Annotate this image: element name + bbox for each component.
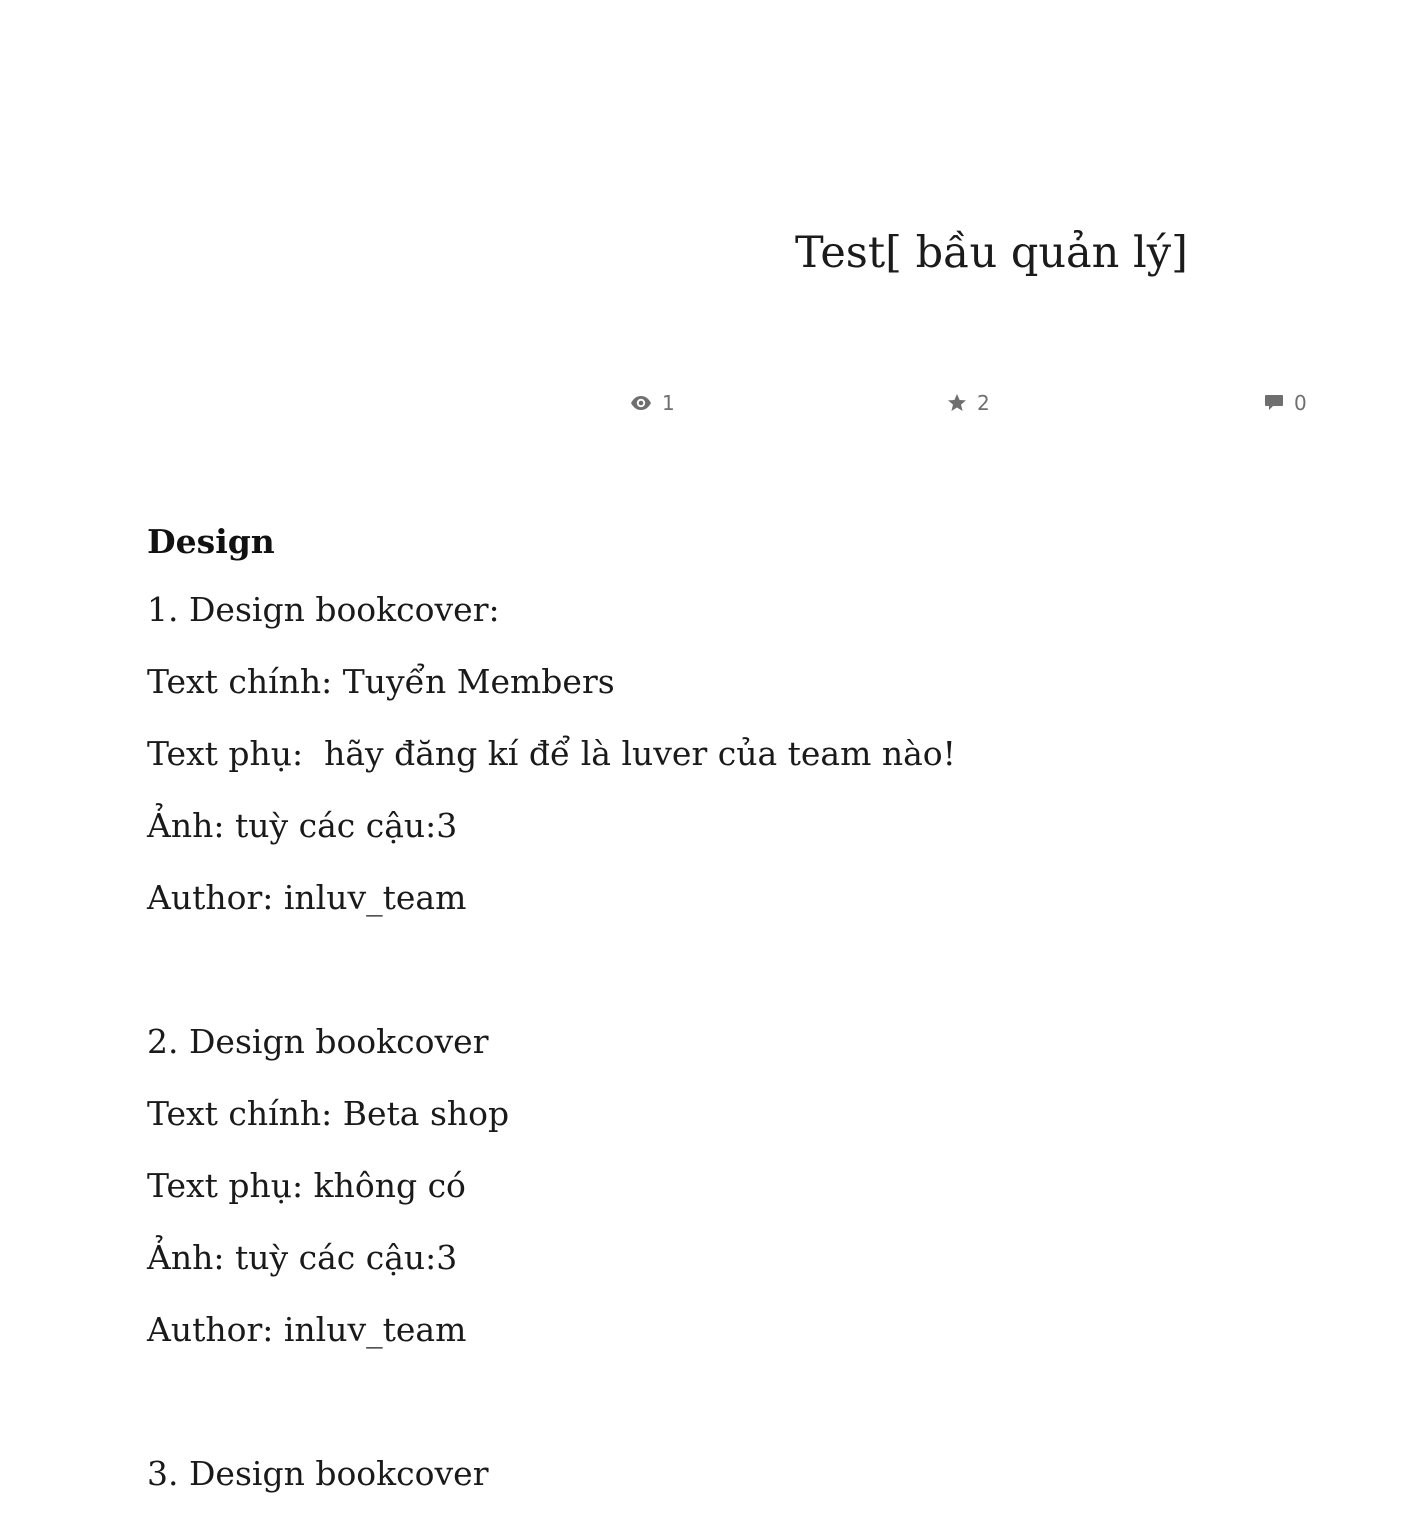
item-title: 2. Design bookcover: [147, 1022, 489, 1061]
blank-line: [147, 934, 1347, 1006]
author-line: Author: inluv_team: [147, 878, 467, 917]
comments-value: 0: [1294, 391, 1307, 415]
section-heading: Design: [147, 522, 275, 561]
story-title: Test[ bầu quản lý]: [795, 228, 1188, 278]
comments-count: [1264, 390, 1307, 416]
reads-value: 1: [662, 391, 675, 415]
image-line: Ảnh: tuỳ các cậu:3: [147, 806, 458, 845]
main-text-line: Text chính: Beta shop: [147, 1094, 510, 1133]
author-line: Author: inluv_team: [147, 1310, 467, 1349]
sub-text-line: Text phụ: hãy đăng kí để là luver của team nào!: [147, 734, 956, 773]
votes-count: [947, 390, 990, 416]
reads-count: [630, 390, 675, 416]
item-title: 3. Design bookcover: [147, 1454, 489, 1493]
story-content: [147, 510, 1347, 1510]
item-title: 1. Design bookcover:: [147, 590, 500, 629]
main-text-line: Text chính: Tuyển Members: [147, 662, 615, 701]
sub-text-line: Text phụ: không có: [147, 1166, 466, 1205]
image-line: Ảnh: tuỳ các cậu:3: [147, 1238, 458, 1277]
comment-icon: [1264, 394, 1284, 412]
votes-value: 2: [977, 391, 990, 415]
blank-line: [147, 1366, 1347, 1438]
eye-icon: [630, 395, 652, 411]
star-icon: [947, 393, 967, 413]
